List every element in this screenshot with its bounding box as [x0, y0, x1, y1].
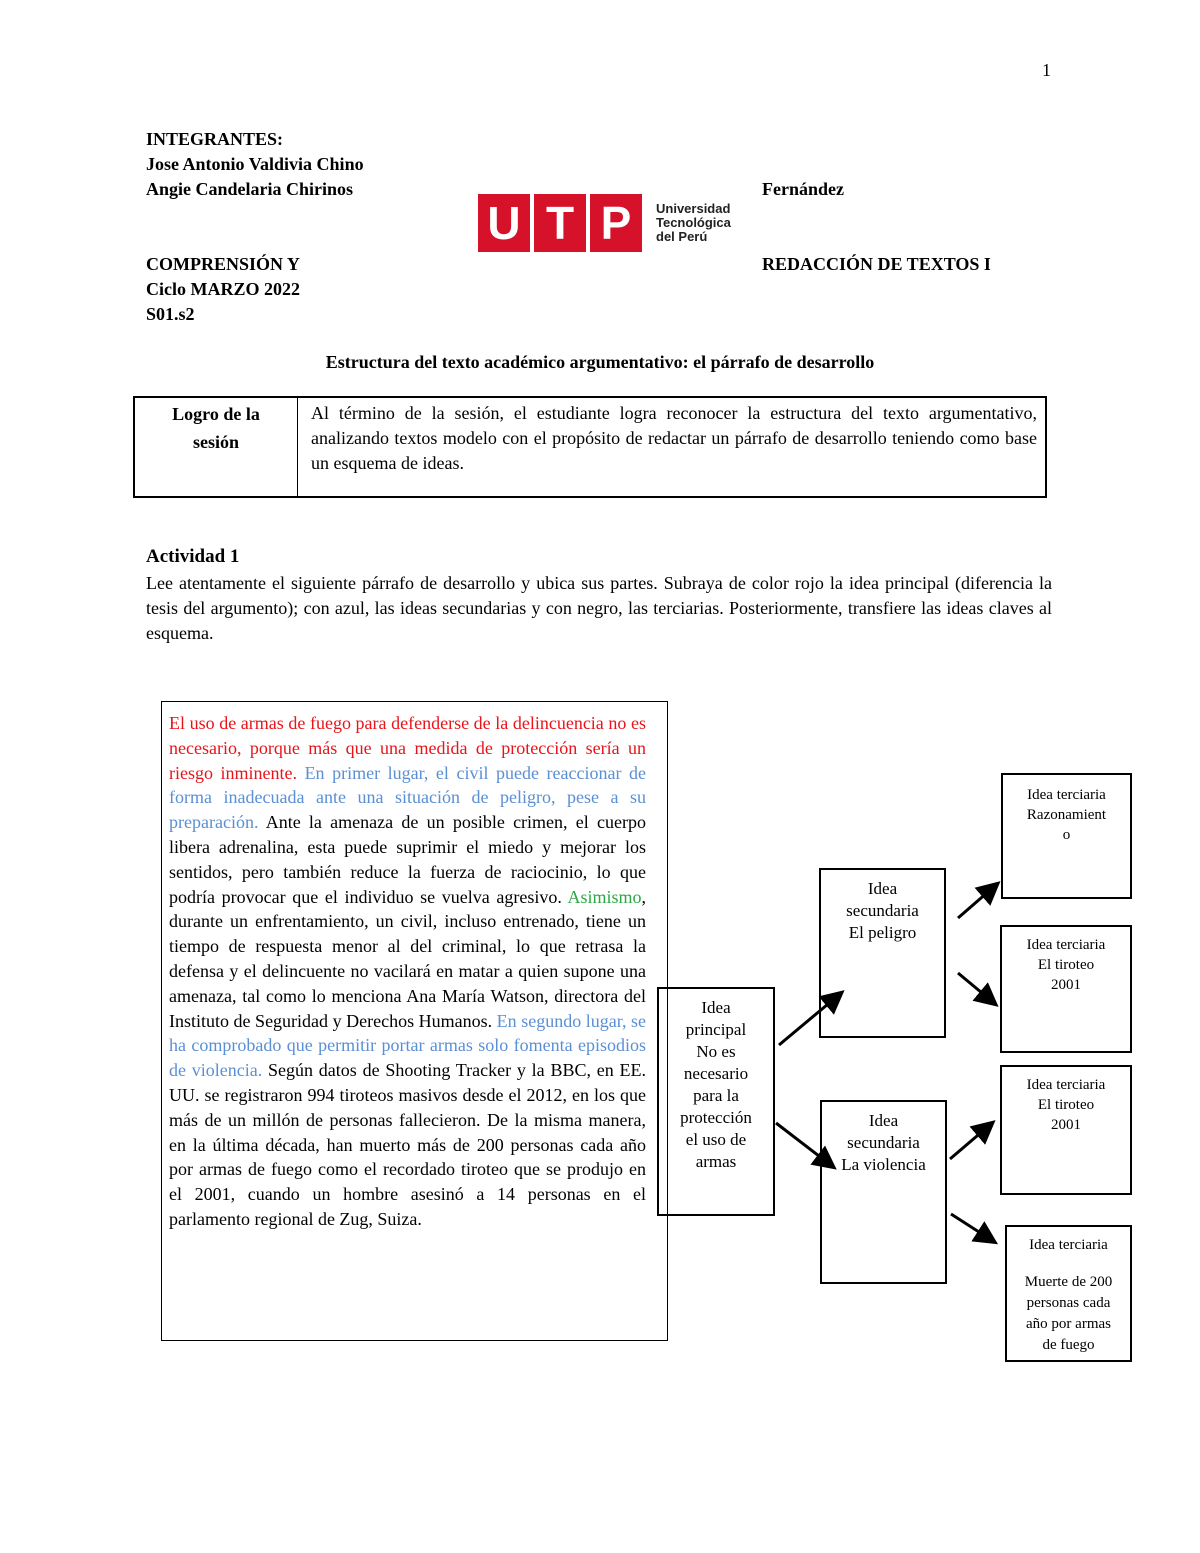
logo-letter-p: P	[590, 194, 642, 252]
scheme-line: de fuego	[1042, 1337, 1095, 1353]
idea-principal-text: El uso de armas de fuego para defenderse de la delincuencia no es necesario, porque más que una medida de protección sería un riesgo inminente.	[169, 713, 646, 783]
scheme-line: armas	[695, 1152, 737, 1171]
integrantes-label: INTEGRANTES:	[146, 129, 284, 149]
scheme-line: Idea terciaria	[1026, 937, 1106, 953]
member-1: Jose Antonio Valdivia Chino	[146, 154, 364, 174]
session-code: S01.s2	[146, 304, 195, 324]
logo-letter-t: T	[534, 194, 586, 252]
idea-secundaria-1-text: En primer lugar, el civil puede reaccionar de forma inadecuada ante una situación de peligro, pese a su preparación.	[169, 762, 646, 833]
member-2-first: Angie Candelaria Chirinos	[146, 179, 354, 199]
scheme-line: personas cada	[1026, 1295, 1111, 1311]
arrow-secundaria-1-to-terciaria-2	[958, 973, 994, 1003]
arrow-principal-to-secundaria-2	[776, 1123, 832, 1166]
scheme-line: secundaria	[847, 1133, 920, 1152]
logo-line-3: del Perú	[656, 229, 708, 244]
logo-line-2: Tecnológica	[656, 215, 731, 230]
connector-text: Asimismo	[567, 886, 642, 907]
scheme-line: Idea	[701, 998, 731, 1017]
arrow-principal-to-secundaria-1	[779, 994, 840, 1045]
scheme-line: No es	[696, 1042, 736, 1061]
logro-label-line-1: Logro de la	[172, 404, 260, 424]
scheme-line: principal	[685, 1020, 747, 1039]
scheme-line: año por armas	[1026, 1316, 1111, 1332]
scheme-line: Idea terciaria	[1026, 1077, 1106, 1093]
scheme-line: 2001	[1051, 977, 1081, 993]
arrow-secundaria-1-to-terciaria-1	[958, 885, 996, 918]
member-2-last: Fernández	[762, 179, 844, 199]
scheme-line: Idea	[868, 1111, 899, 1130]
course-right: REDACCIÓN DE TEXTOS I	[762, 254, 991, 274]
scheme-line: secundaria	[846, 901, 919, 920]
activity-instructions: Lee atentamente el siguiente párrafo de desarrollo y ubica sus partes. Subraya de color rojo la idea principal (diferencia la tesis del argumento); con azul, las ideas secundarias y con negro, las terciarias. Posteriormente, transfiere las ideas claves al esquema.	[146, 573, 1052, 643]
ideas-terciarias-3-text: Según datos de Shooting Tracker y la BBC, en EE. UU. se registraron 994 tiroteos masivos desde el 2012, en los que más de un millón de personas fallecieron. De la misma manera, en la última década, han muerto más de 200 personas cada año por armas de fuego como el recordado tiroteo que se produjo en el 2001, cuando un hombre asesinó a 14 personas en el parlamento regional de Zug, Suiza.	[169, 1060, 647, 1229]
logro-label-line-2: sesión	[192, 432, 239, 452]
logo-line-1: Universidad	[656, 201, 731, 216]
arrow-secundaria-2-to-terciaria-4	[951, 1214, 993, 1241]
scheme-line: Idea	[867, 879, 898, 898]
scheme-line: El tiroteo	[1037, 957, 1095, 973]
ideas-terciarias-1-text: Ante la amenaza de un posible crimen, el cuerpo libera adrenalina, esta puede suprimir el miedo y mejorar los sentidos, pero también reduce la fuerza de raciocinio, lo que podría provocar que el individuo se vuelva agresivo.	[169, 812, 646, 907]
scheme-line: Idea terciaria	[1027, 787, 1106, 803]
scheme-line: La violencia	[841, 1155, 926, 1174]
scheme-line: El peligro	[848, 923, 917, 942]
page-number: 1	[1042, 60, 1051, 80]
scheme-line: o	[1062, 827, 1071, 843]
cycle: Ciclo MARZO 2022	[146, 279, 300, 299]
logro-text: Al término de la sesión, el estudiante logra reconocer la estructura del texto argumentativo, analizando textos modelo con el propósito de redactar un párrafo de desarrollo teniendo como base un esquema de ideas.	[311, 403, 1037, 473]
idea-secundaria-2-text: En segundo lugar, se ha comprobado que permitir portar armas solo fomenta episodios de violencia.	[169, 1010, 647, 1081]
arrow-secundaria-2-to-terciaria-3	[950, 1124, 991, 1159]
scheme-line: 2001	[1051, 1117, 1081, 1133]
scheme-line: Idea terciaria	[1029, 1237, 1108, 1253]
scheme-line: el uso de	[685, 1130, 747, 1149]
scheme-line: Razonamient	[1026, 807, 1107, 823]
course-left: COMPRENSIÓN Y	[146, 254, 300, 274]
scheme-line: El tiroteo	[1037, 1097, 1095, 1113]
document-title: Estructura del texto académico argumentativo: el párrafo de desarrollo	[325, 352, 875, 372]
scheme-line: protección	[680, 1108, 752, 1127]
scheme-line: necesario	[683, 1064, 749, 1083]
logo-letter-u: U	[478, 194, 530, 252]
ideas-terciarias-2-text: , durante un enfrentamiento, un civil, incluso entrenado, tiene un tiempo de respuesta menor al del criminal, lo que retrasa la defensa y el delincuente no vacilará en matar a quien supone una amenaza, tal como lo menciona Ana María Watson, directora del Instituto de Seguridad y Derechos Humanos.	[169, 886, 647, 1031]
scheme-line: Muerte de 200	[1024, 1274, 1113, 1290]
scheme-line: para la	[693, 1086, 739, 1105]
activity-title: Actividad 1	[146, 546, 240, 567]
